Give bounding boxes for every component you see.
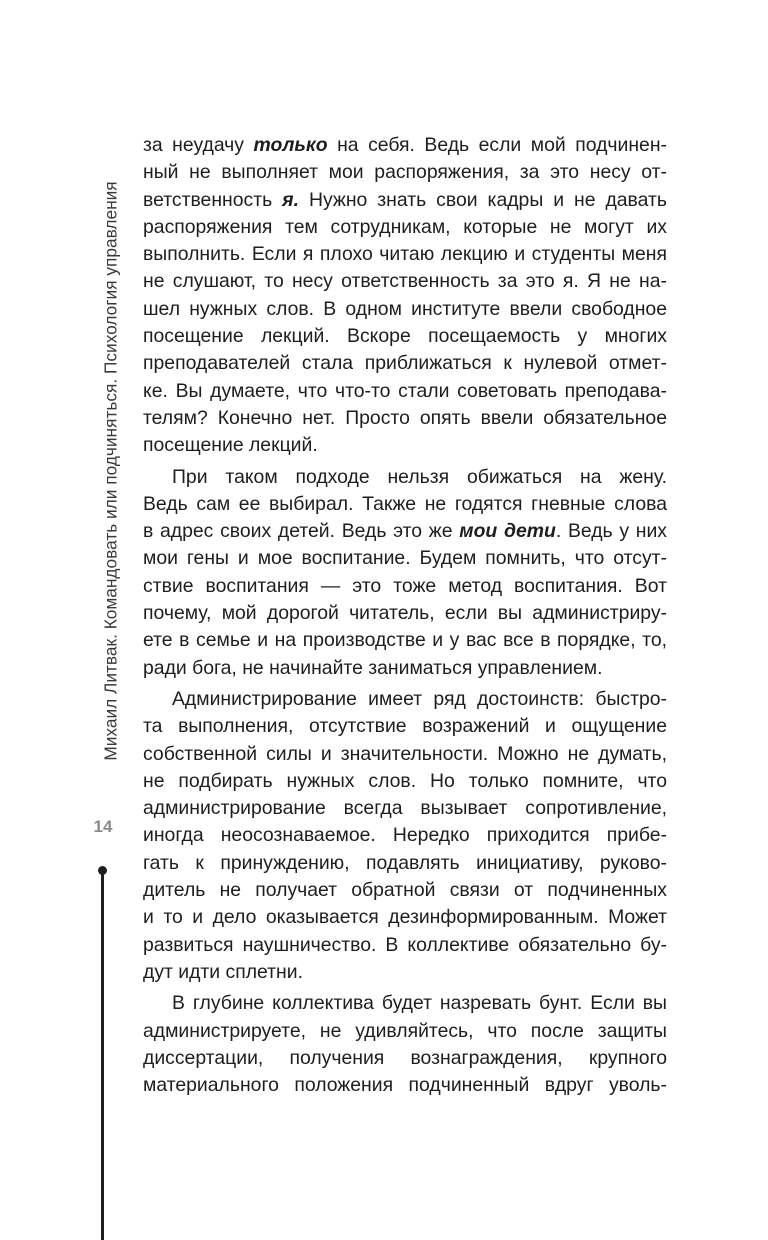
text-segment: шел нужных слов. В одном институте ввели свободное [143, 297, 667, 320]
text-segment: телям? Конечно нет. Просто опять ввели обязательное [143, 406, 667, 429]
text-segment: выполнить. Если я плохо читаю лекцию и студенты меня [143, 243, 667, 266]
text-segment: посещение лекций. [143, 434, 318, 457]
text-segment: ствие воспитания — это тоже метод воспитания. Вот [143, 574, 667, 597]
text-line [143, 741, 667, 768]
text-line [143, 132, 667, 159]
text-segment: диссертации, получения вознаграждения, крупного [143, 1046, 667, 1069]
text-line [143, 378, 667, 405]
text-line [143, 573, 667, 600]
text-segment: ради бога, не начинайте заниматься управлением. [143, 656, 603, 679]
text-line [143, 187, 667, 214]
text-line [143, 405, 667, 432]
paragraph [143, 464, 667, 682]
text-line [143, 686, 667, 713]
text-line [143, 822, 667, 849]
text-segment: дитель не получает обратной связи от подчиненных [143, 879, 667, 902]
emphasized-text: мои дети [459, 520, 556, 543]
text-line [143, 655, 667, 682]
text-segment: посещение лекций. Вскоре посещаемость у многих [143, 325, 667, 348]
text-line [143, 241, 667, 268]
text-line [143, 159, 667, 186]
text-segment: материального положения подчиненный вдруг уволь- [143, 1074, 667, 1097]
text-line [143, 990, 667, 1017]
text-segment: Ведь сам ее выбирал. Также не годятся гневные слова [143, 492, 667, 515]
text-segment: ете в семье и на производстве и у вас все в порядке, то, [143, 629, 667, 652]
running-head-text: Михаил Литвак. Командовать или подчиняться. Психология управления [100, 181, 121, 761]
text-line [143, 877, 667, 904]
text-line [143, 214, 667, 241]
text-line [143, 432, 667, 459]
text-segment: в адрес своих детей. Ведь это же [143, 520, 460, 543]
text-line [143, 850, 667, 877]
paragraph [143, 132, 667, 460]
text-segment: та выполнения, отсутствие возражений и ощущение [143, 715, 667, 738]
text-line [143, 959, 667, 986]
text-segment: мои гены и мое воспитание. Будем помнить, что отсут- [143, 547, 667, 570]
text-segment: на себя. Ведь если мой подчинен- [327, 134, 667, 156]
text-line [143, 491, 667, 518]
text-segment: иногда неосознаваемое. Нередко приходится прибе- [143, 824, 667, 847]
text-line [143, 768, 667, 795]
text-line [143, 1018, 667, 1045]
text-line [143, 600, 667, 627]
page-number: 14 [93, 817, 113, 836]
text-line [143, 1072, 667, 1099]
text-segment: преподавателей стала приближаться к нулевой отмет- [143, 352, 667, 375]
body-text [143, 132, 667, 1099]
text-line [143, 464, 667, 491]
text-line [143, 932, 667, 959]
text-segment: ке. Вы думаете, что что-то стали советовать преподава- [143, 379, 667, 402]
text-segment: не слушают, то несу ответственность за это я. Я не на- [143, 270, 667, 293]
running-head [101, 141, 121, 801]
text-line [143, 518, 667, 545]
text-line [143, 627, 667, 654]
text-line [143, 296, 667, 323]
text-segment: за неудачу [143, 134, 254, 156]
text-line [143, 268, 667, 295]
emphasized-text: я. [282, 188, 299, 211]
text-line [143, 350, 667, 377]
text-segment: Нужно знать свои кадры и не давать [298, 188, 667, 211]
text-segment: почему, мой дорогой читатель, если вы администриру- [143, 602, 667, 625]
paragraph [143, 686, 667, 986]
text-segment: При таком подходе нельзя обижаться на жену. [172, 465, 667, 488]
text-segment: В глубине коллектива будет назревать бунт. Если вы [172, 992, 667, 1015]
text-segment: распоряжения тем сотрудникам, которые не могут их [143, 215, 667, 238]
emphasized-text: только [253, 134, 328, 156]
text-segment: дут идти сплетни. [143, 960, 303, 983]
text-segment: администрирование всегда вызывает сопротивление, [143, 797, 667, 820]
text-line [143, 904, 667, 931]
text-segment: Администрирование имеет ряд достоинств: быстро- [172, 687, 667, 710]
text-segment: собственной силы и значительности. Можно не думать, [143, 742, 667, 765]
text-line [143, 713, 667, 740]
text-segment: . Ведь у них [555, 520, 667, 543]
margin-rule-line [101, 872, 104, 1240]
text-segment: развиться наушничество. В коллективе обязательно бу- [143, 933, 667, 956]
paragraph [143, 990, 667, 1099]
text-line [143, 795, 667, 822]
text-segment: и то и дело оказывается дезинформированным. Может [143, 906, 667, 929]
text-segment: администрируете, не удивляйтесь, что после защиты [143, 1019, 667, 1042]
text-line [143, 323, 667, 350]
text-segment: гать к принуждению, подавлять инициативу, руково- [143, 851, 667, 874]
text-line [143, 545, 667, 572]
text-line [143, 1045, 667, 1072]
text-segment: ветственность [143, 188, 283, 211]
text-segment: не подбирать нужных слов. Но только помните, что [143, 769, 667, 792]
text-segment: ный не выполняет мои распоряжения, за это несу от- [143, 161, 667, 184]
